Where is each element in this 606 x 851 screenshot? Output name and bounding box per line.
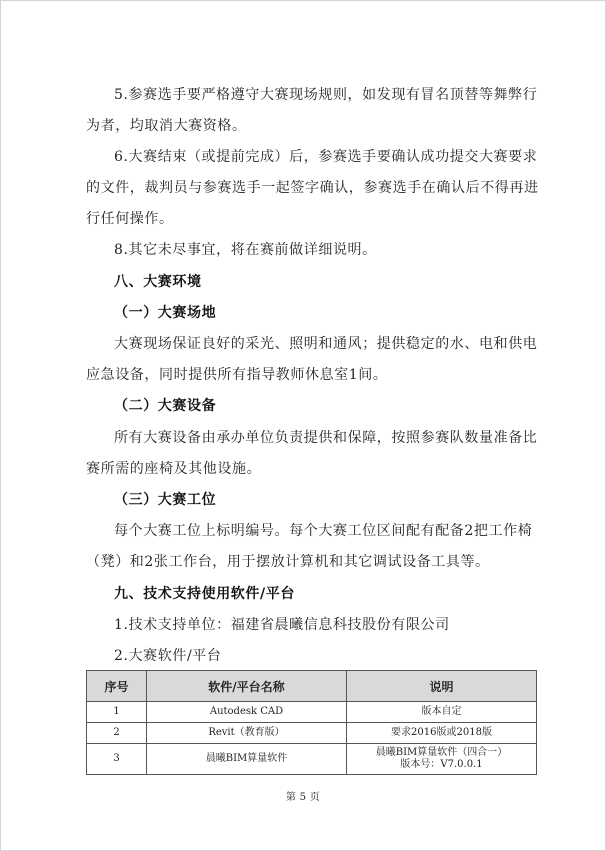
table-header-row xyxy=(87,671,537,702)
paragraph-line: 8.其它未尽事宜，将在赛前做详细说明。 xyxy=(114,242,377,258)
section-heading-environment: 八、大赛环境 xyxy=(114,274,202,290)
header-number: 序号 xyxy=(87,671,147,702)
paragraph-line: 2.大赛软件/平台 xyxy=(114,648,222,664)
paragraph-line: 每个大赛工位上标明编号。每个大赛工位区间配有配备2把工作椅 xyxy=(114,523,533,539)
description-line: 版本自定 xyxy=(421,706,462,717)
row-number: 2 xyxy=(87,723,147,744)
row-description xyxy=(347,723,537,744)
row-software-name: 晨曦BIM算量软件 xyxy=(147,744,347,775)
header-software-name: 软件/平台名称 xyxy=(147,671,347,702)
subsection-heading-venue: （一）大赛场地 xyxy=(114,305,217,321)
paragraph-line: 应急设备，同时提供所有指导教师休息室1间。 xyxy=(86,367,388,383)
description-line: 版本号：V7.0.0.1 xyxy=(400,759,483,770)
paragraph-line: 6.大赛结束（或提前完成）后，参赛选手要确认成功提交大赛要求 xyxy=(114,149,538,165)
description-line: 晨曦BIM算量软件（四合一） xyxy=(375,747,508,758)
table-row xyxy=(87,723,537,744)
paragraph-line: 大赛现场保证良好的采光、照明和通风；提供稳定的水、电和供电 xyxy=(114,336,538,352)
row-description xyxy=(347,702,537,723)
paragraph-line: 所有大赛设备由承办单位负责提供和保障，按照参赛队数量准备比 xyxy=(114,430,538,446)
row-description xyxy=(347,744,537,775)
table-row xyxy=(87,702,537,723)
paragraph-line: 为者，均取消大赛资格。 xyxy=(86,118,247,134)
paragraph-line: 5.参赛选手要严格遵守大赛现场规则，如发现有冒名顶替等舞弊行 xyxy=(114,87,538,103)
paragraph-line: （凳）和2张工作台，用于摆放计算机和其它调试设备工具等。 xyxy=(86,554,490,570)
software-table xyxy=(86,670,537,775)
paragraph-line: 的文件，裁判员与参赛选手一起签字确认，参赛选手在确认后不得再进 xyxy=(86,180,539,196)
description-line: 要求2016版或2018版 xyxy=(391,727,492,738)
paragraph-line: 赛所需的座椅及其他设施。 xyxy=(86,461,262,477)
subsection-heading-workstation: （三）大赛工位 xyxy=(114,492,217,508)
section-heading-software: 九、技术支持使用软件/平台 xyxy=(114,586,295,602)
row-software-name: Revit（教育版） xyxy=(147,723,347,744)
row-number: 3 xyxy=(87,744,147,775)
header-description: 说明 xyxy=(347,671,537,702)
subsection-heading-equipment: （二）大赛设备 xyxy=(114,398,217,414)
page-number: 第 5 页 xyxy=(285,792,321,803)
paragraph-line: 1.技术支持单位：福建省晨曦信息科技股份有限公司 xyxy=(114,617,450,633)
row-number: 1 xyxy=(87,702,147,723)
table-row xyxy=(87,744,537,775)
row-software-name: Autodesk CAD xyxy=(147,702,347,723)
paragraph-line: 行任何操作。 xyxy=(86,211,174,227)
